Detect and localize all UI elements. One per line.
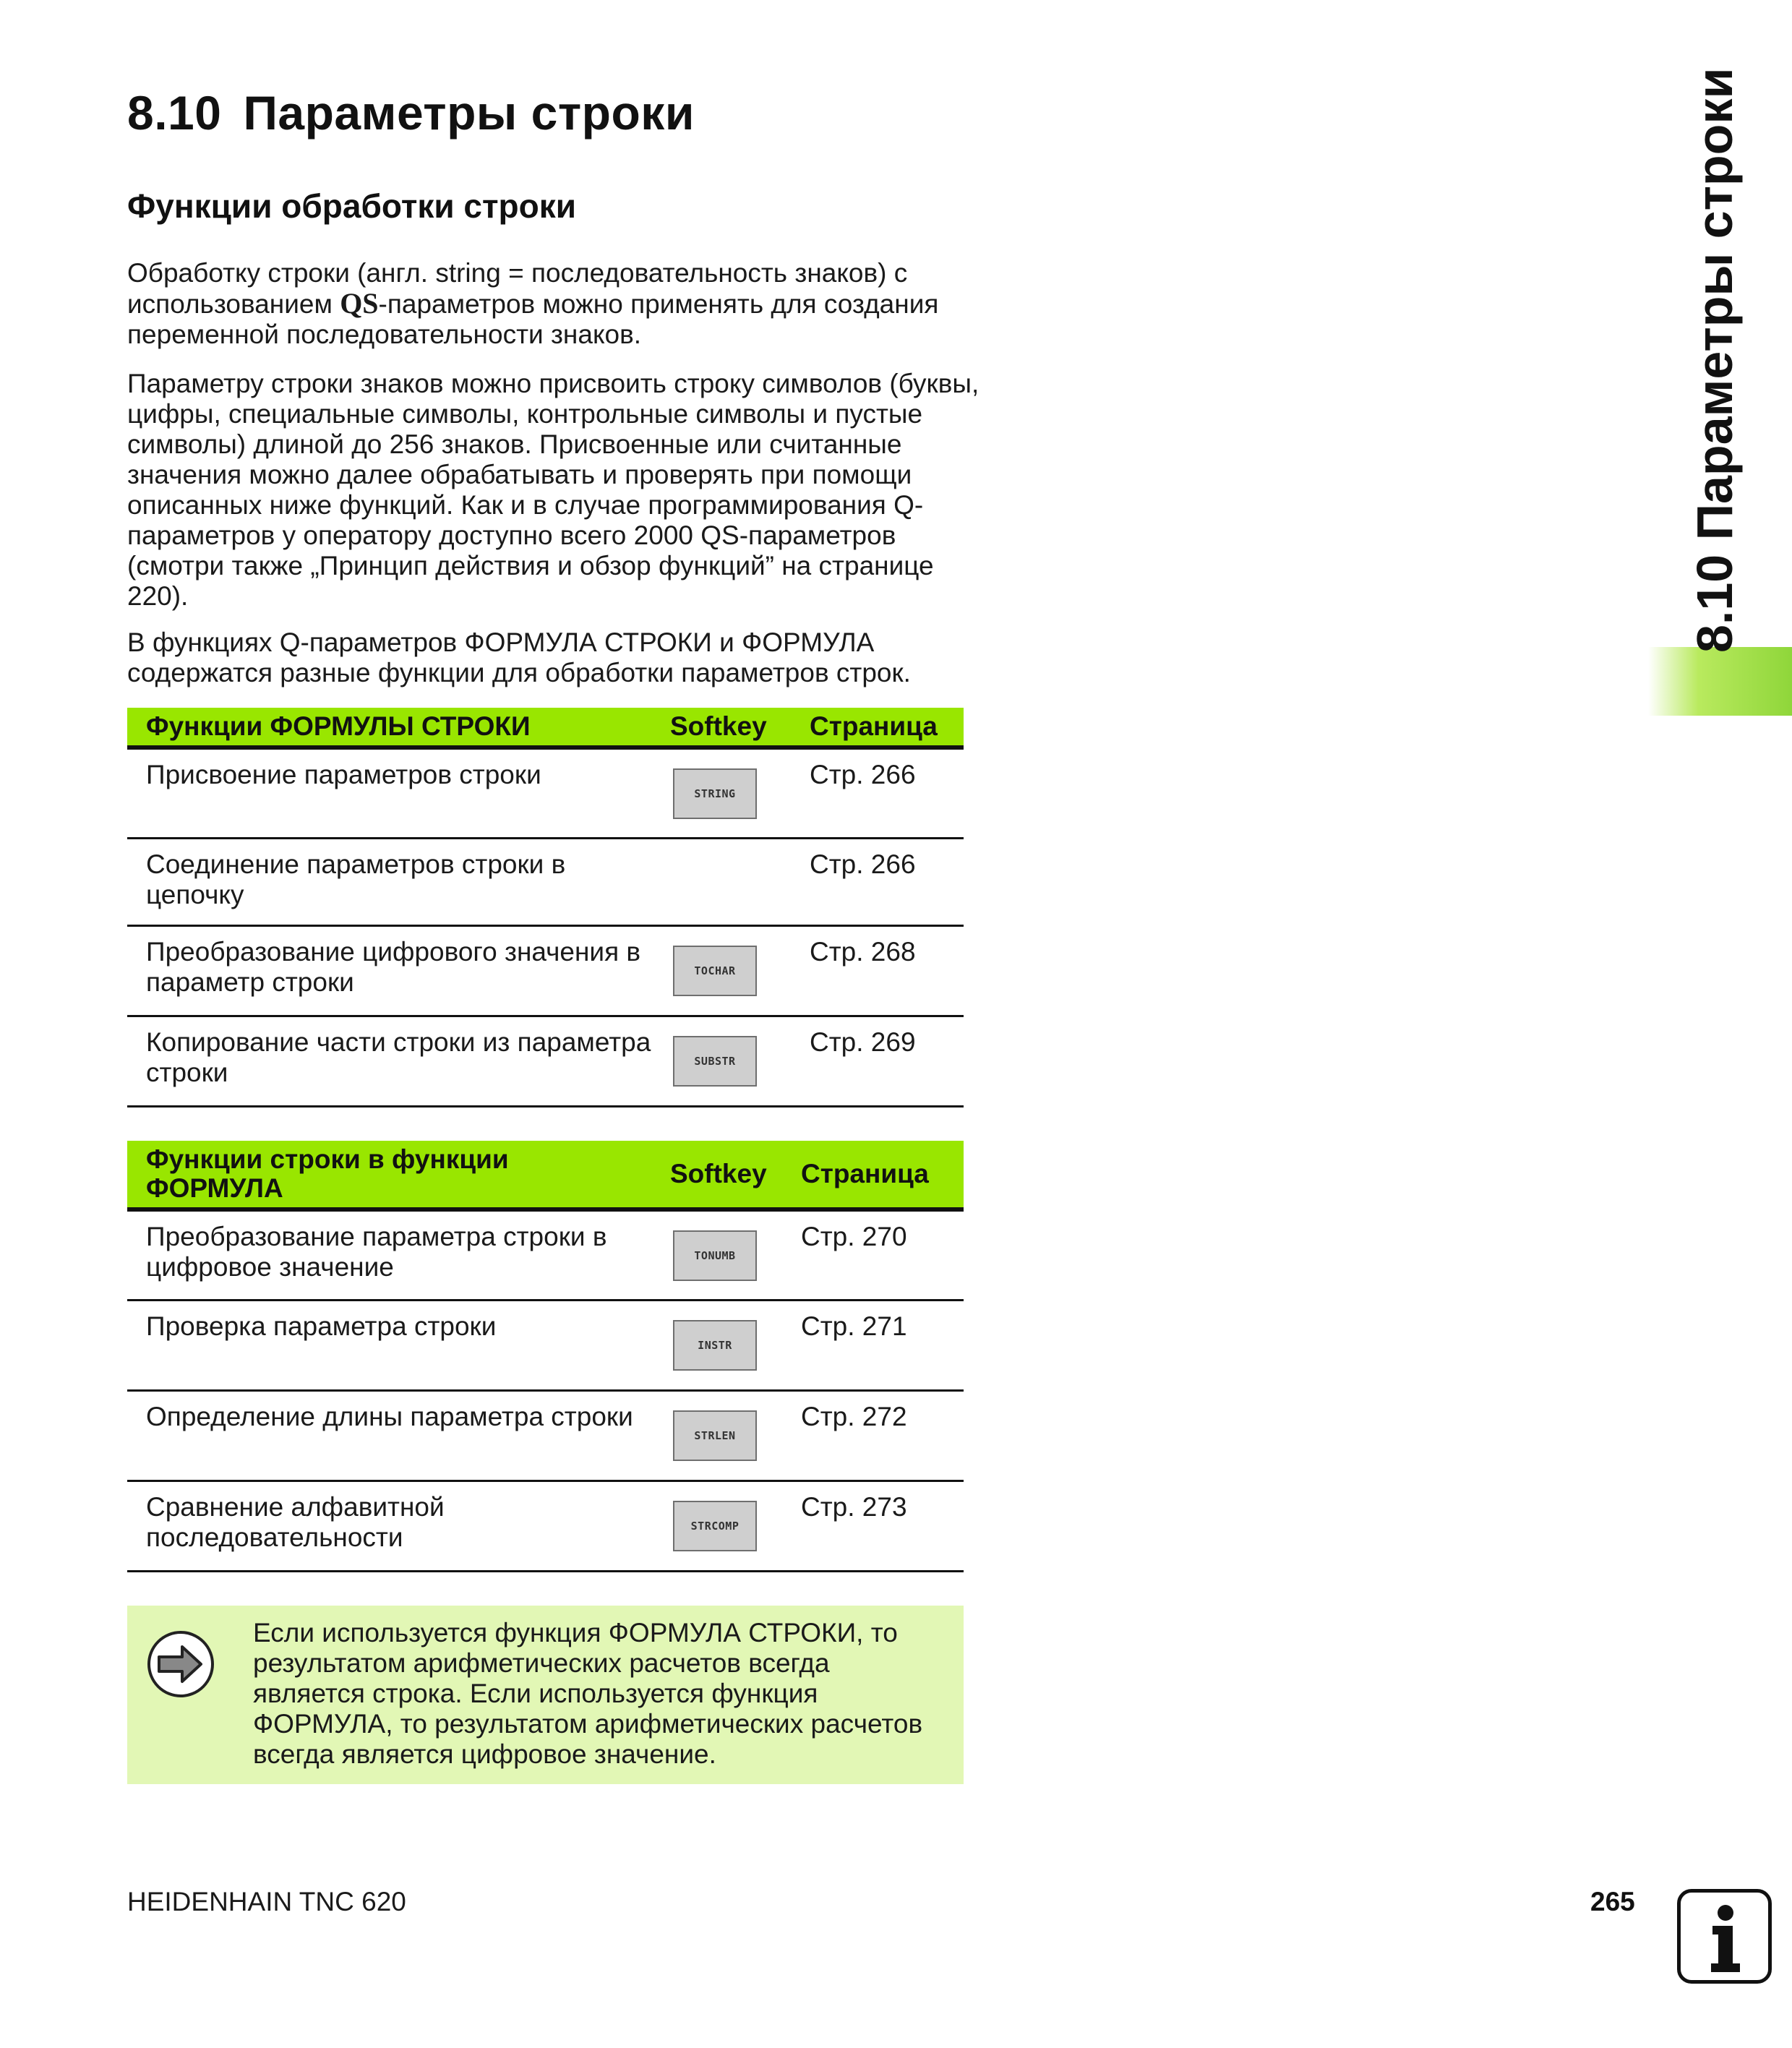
function-cell: Соединение параметров строки в цепочку — [127, 838, 651, 925]
info-icon — [1677, 1889, 1772, 1984]
column-header-function: Функции строки в функции ФОРМУЛА — [127, 1141, 651, 1209]
softkey-string-button[interactable]: STRING — [673, 768, 757, 819]
paragraph-details: Параметру строки знаков можно присвоить строку символов (буквы, цифры, специальные символы, контрольные символы и пустые символы) длиной до 256 знаков. Присвоенные или считанные значения можно далее обрабатывать и проверять при помощи описанных ниже функций. Как и в случае программирования Q-параметров у оператору доступно всего 2000 QS-параметров (смотри также „Принцип действия и обзор функций” на странице 220). — [127, 369, 979, 611]
paragraph-functions: В функциях Q-параметров ФОРМУЛА СТРОКИ и ФОРМУЛА содержатся разные функции для обработки параметров строк. — [127, 627, 911, 687]
table-row — [127, 838, 964, 925]
softkey-cell — [651, 1390, 782, 1481]
page-number: 265 — [1590, 1887, 1635, 1916]
page-cell: Стр. 266 — [791, 838, 964, 925]
softkey-instr-button[interactable]: INSTR — [673, 1320, 757, 1371]
function-cell: Копирование части строки из параметра строки — [127, 1016, 651, 1106]
section-title: Параметры строки — [243, 86, 695, 140]
column-header-softkey: Softkey — [651, 1141, 782, 1209]
page-cell: Стр. 266 — [791, 747, 964, 838]
string-formula-table — [127, 708, 964, 1107]
softkey-cell — [651, 747, 791, 838]
table-row — [127, 747, 964, 838]
column-header-function: Функции ФОРМУЛЫ СТРОКИ — [127, 708, 651, 747]
formula-string-table — [127, 1141, 964, 1572]
function-cell: Преобразование параметра строки в цифровое значение — [127, 1209, 651, 1300]
table-header-row — [127, 708, 964, 747]
table-row — [127, 1016, 964, 1106]
page-cell: Стр. 272 — [782, 1390, 964, 1481]
arrow-right-icon — [147, 1631, 214, 1697]
softkey-strcomp-button[interactable]: STRCOMP — [673, 1501, 757, 1551]
softkey-cell — [651, 1300, 782, 1390]
note-box — [127, 1606, 964, 1784]
column-header-page: Страница — [782, 1141, 964, 1209]
paragraph-intro — [127, 258, 980, 350]
softkey-cell — [651, 1016, 791, 1106]
function-cell: Присвоение параметров строки — [127, 747, 651, 838]
softkey-tochar-button[interactable]: TOCHAR — [673, 946, 757, 996]
side-tab-label: 8.10 Параметры строки — [1686, 67, 1743, 653]
softkey-cell — [651, 1209, 782, 1300]
table-row — [127, 1209, 964, 1300]
softkey-cell — [651, 838, 791, 925]
paragraph-intro-part2: -параметров можно применять для создания переменной последовательности знаков. — [127, 289, 939, 349]
softkey-tonumb-button[interactable]: TONUMB — [673, 1230, 757, 1281]
section-number: 8.10 — [127, 86, 222, 140]
page-cell: Стр. 270 — [782, 1209, 964, 1300]
page-cell: Стр. 271 — [782, 1300, 964, 1390]
softkey-strlen-button[interactable]: STRLEN — [673, 1410, 757, 1461]
qs-term: QS — [340, 287, 379, 320]
column-header-page: Страница — [791, 708, 964, 747]
page-cell: Стр. 269 — [791, 1016, 964, 1106]
softkey-substr-button[interactable]: SUBSTR — [673, 1036, 757, 1087]
table-row — [127, 1390, 964, 1481]
table-row — [127, 1300, 964, 1390]
section-subtitle: Функции обработки строки — [127, 187, 577, 225]
function-cell: Преобразование цифрового значения в параметр строки — [127, 925, 651, 1016]
softkey-cell — [651, 925, 791, 1016]
page-cell: Стр. 273 — [782, 1481, 964, 1571]
paragraph-intro-part1: Обработку строки (англ. string = последовательность знаков) с использованием — [127, 258, 908, 319]
table-row — [127, 925, 964, 1016]
page-title — [127, 85, 695, 140]
softkey-cell — [651, 1481, 782, 1571]
side-tab-band — [1648, 647, 1792, 716]
column-header-softkey: Softkey — [651, 708, 791, 747]
table-header-row — [127, 1141, 964, 1209]
page-cell: Стр. 268 — [791, 925, 964, 1016]
footer-product: HEIDENHAIN TNC 620 — [127, 1887, 406, 1916]
function-cell: Сравнение алфавитной последовательности — [127, 1481, 651, 1571]
function-cell: Определение длины параметра строки — [127, 1390, 651, 1481]
table-row — [127, 1481, 964, 1571]
function-cell: Проверка параметра строки — [127, 1300, 651, 1390]
note-text: Если используется функция ФОРМУЛА СТРОКИ, то результатом арифметических расчетов всегда является строка. Если используется функция ФОРМУЛА, то результатом арифметических расчетов всегда является цифровое значение. — [253, 1618, 923, 1769]
